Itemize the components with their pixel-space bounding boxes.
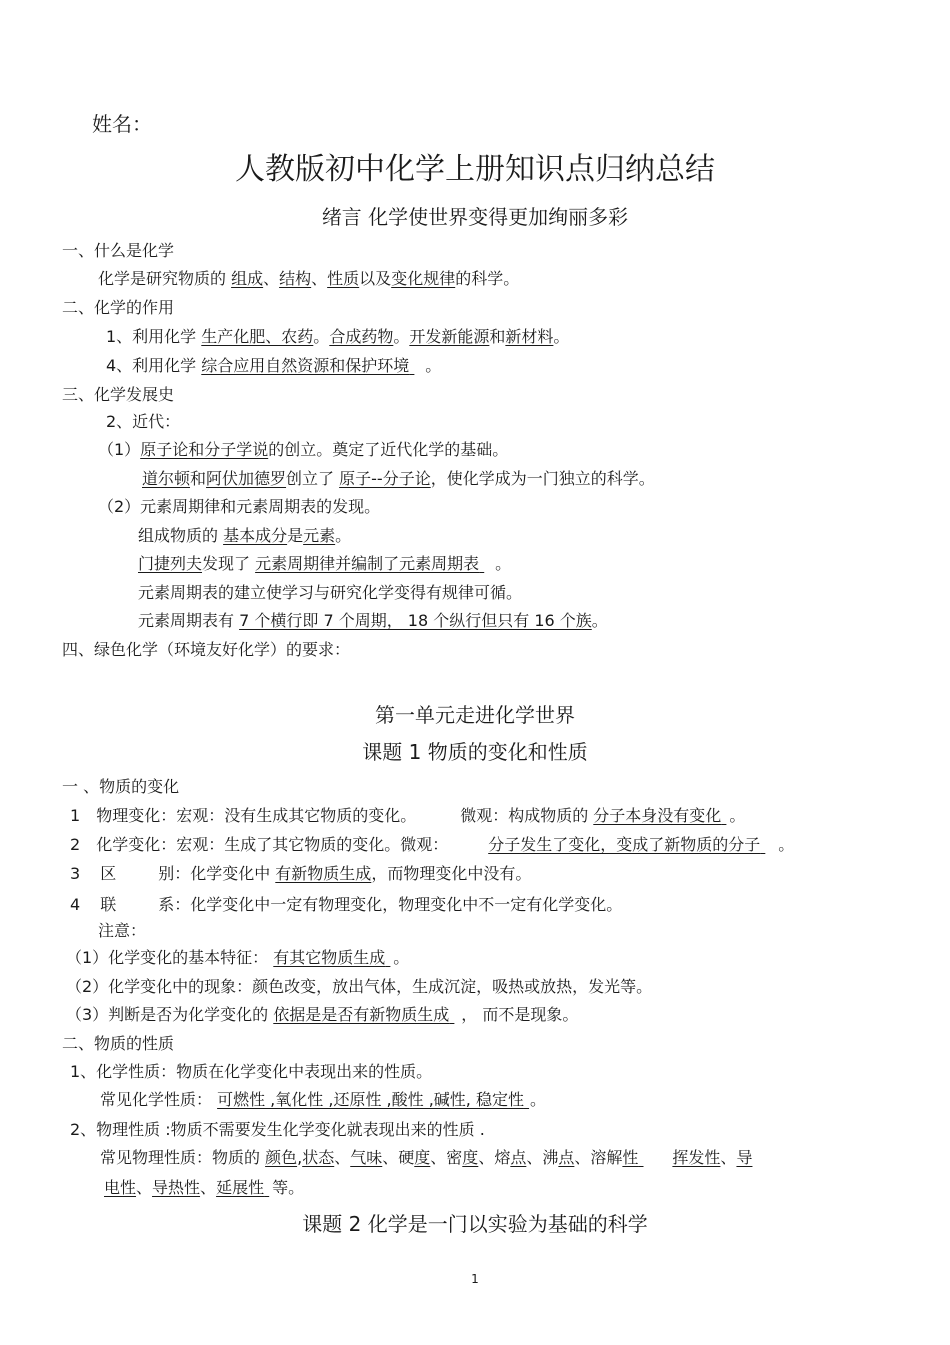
page-title: 人教版初中化学上册知识点归纳总结 bbox=[235, 152, 715, 187]
paragraph: 常见化学性质： 可燃性 ,氧化性 ,还原性 ,酸性 ,碱性, 稳定性 。 bbox=[100, 1090, 546, 1109]
note-label: 注意： bbox=[98, 921, 147, 940]
paragraph: 组成物质的 基本成分是元素。 bbox=[138, 526, 352, 545]
list-item: 3 区 别：化学变化中 有新物质生成，而物理变化中没有。 bbox=[70, 864, 532, 883]
paragraph: 元素周期表有 7 个横行即 7 个周期， 18 个纵行但只有 16 个族。 bbox=[138, 611, 608, 630]
lesson-title: 课题 1 物质的变化和性质 bbox=[362, 740, 588, 764]
note-item: （1）化学变化的基本特征： 有其它物质生成 。 bbox=[66, 948, 410, 967]
unit-title: 第一单元走进化学世界 bbox=[375, 703, 575, 727]
list-item: 2 化学变化：宏观：生成了其它物质的变化。微观： 分子发生了变化，变成了新物质的分子 。 bbox=[70, 835, 795, 854]
list-item: 2、近代： bbox=[106, 412, 181, 431]
paragraph: （1）原子论和分子学说的创立。奠定了近代化学的基础。 bbox=[98, 440, 509, 459]
paragraph: 化学是研究物质的 组成、结构、性质以及变化规律的科学。 bbox=[98, 269, 520, 288]
note-item: （3）判断是否为化学变化的 依据是是否有新物质生成 ， 而不是现象。 bbox=[66, 1005, 579, 1024]
list-item: 4、利用化学 综合应用自然资源和保护环境 。 bbox=[106, 356, 442, 375]
section-heading: 一 、物质的变化 bbox=[62, 777, 180, 796]
name-label: 姓名： bbox=[92, 112, 152, 136]
paragraph: 电性、导热性、延展性 等。 bbox=[104, 1178, 305, 1197]
section-heading: 三、化学发展史 bbox=[62, 385, 175, 404]
paragraph: （2）元素周期律和元素周期表的发现。 bbox=[98, 497, 381, 516]
list-item: 1、利用化学 生产化肥、农药。合成药物。开发新能源和新材料。 bbox=[106, 327, 570, 346]
section-heading: 一、什么是化学 bbox=[62, 241, 175, 260]
list-item: 1、化学性质：物质在化学变化中表现出来的性质。 bbox=[70, 1062, 433, 1081]
section-heading: 二、化学的作用 bbox=[62, 298, 175, 317]
paragraph: 门捷列夫发现了 元素周期律并编制了元素周期表 。 bbox=[138, 554, 512, 573]
note-item: （2）化学变化中的现象：颜色改变，放出气体，生成沉淀，吸热或放热，发光等。 bbox=[66, 977, 653, 996]
section-heading: 四、绿色化学（环境友好化学）的要求： bbox=[62, 640, 351, 659]
paragraph: 道尔顿和阿伏加德罗创立了 原子--分子论，使化学成为一门独立的科学。 bbox=[142, 469, 655, 488]
lesson-title: 课题 2 化学是一门以实验为基础的科学 bbox=[302, 1212, 648, 1236]
paragraph: 元素周期表的建立使学习与研究化学变得有规律可循。 bbox=[138, 583, 523, 602]
paragraph: 常见物理性质：物质的 颜色,状态、气味、硬度、密度、熔点、沸点、溶解性 挥发性、导 bbox=[100, 1148, 753, 1167]
page-number: 1 bbox=[471, 1272, 479, 1286]
list-item: 4 联 系：化学变化中一定有物理变化，物理变化中不一定有化学变化。 bbox=[70, 895, 623, 914]
list-item: 1 物理变化：宏观：没有生成其它物质的变化。 微观：构成物质的 分子本身没有变化 。 bbox=[70, 806, 746, 825]
section-heading: 二、物质的性质 bbox=[62, 1034, 175, 1053]
intro-subtitle: 绪言 化学使世界变得更加绚丽多彩 bbox=[321, 205, 629, 229]
list-item: 2、物理性质 :物质不需要发生化学变化就表现出来的性质 . bbox=[70, 1120, 485, 1139]
